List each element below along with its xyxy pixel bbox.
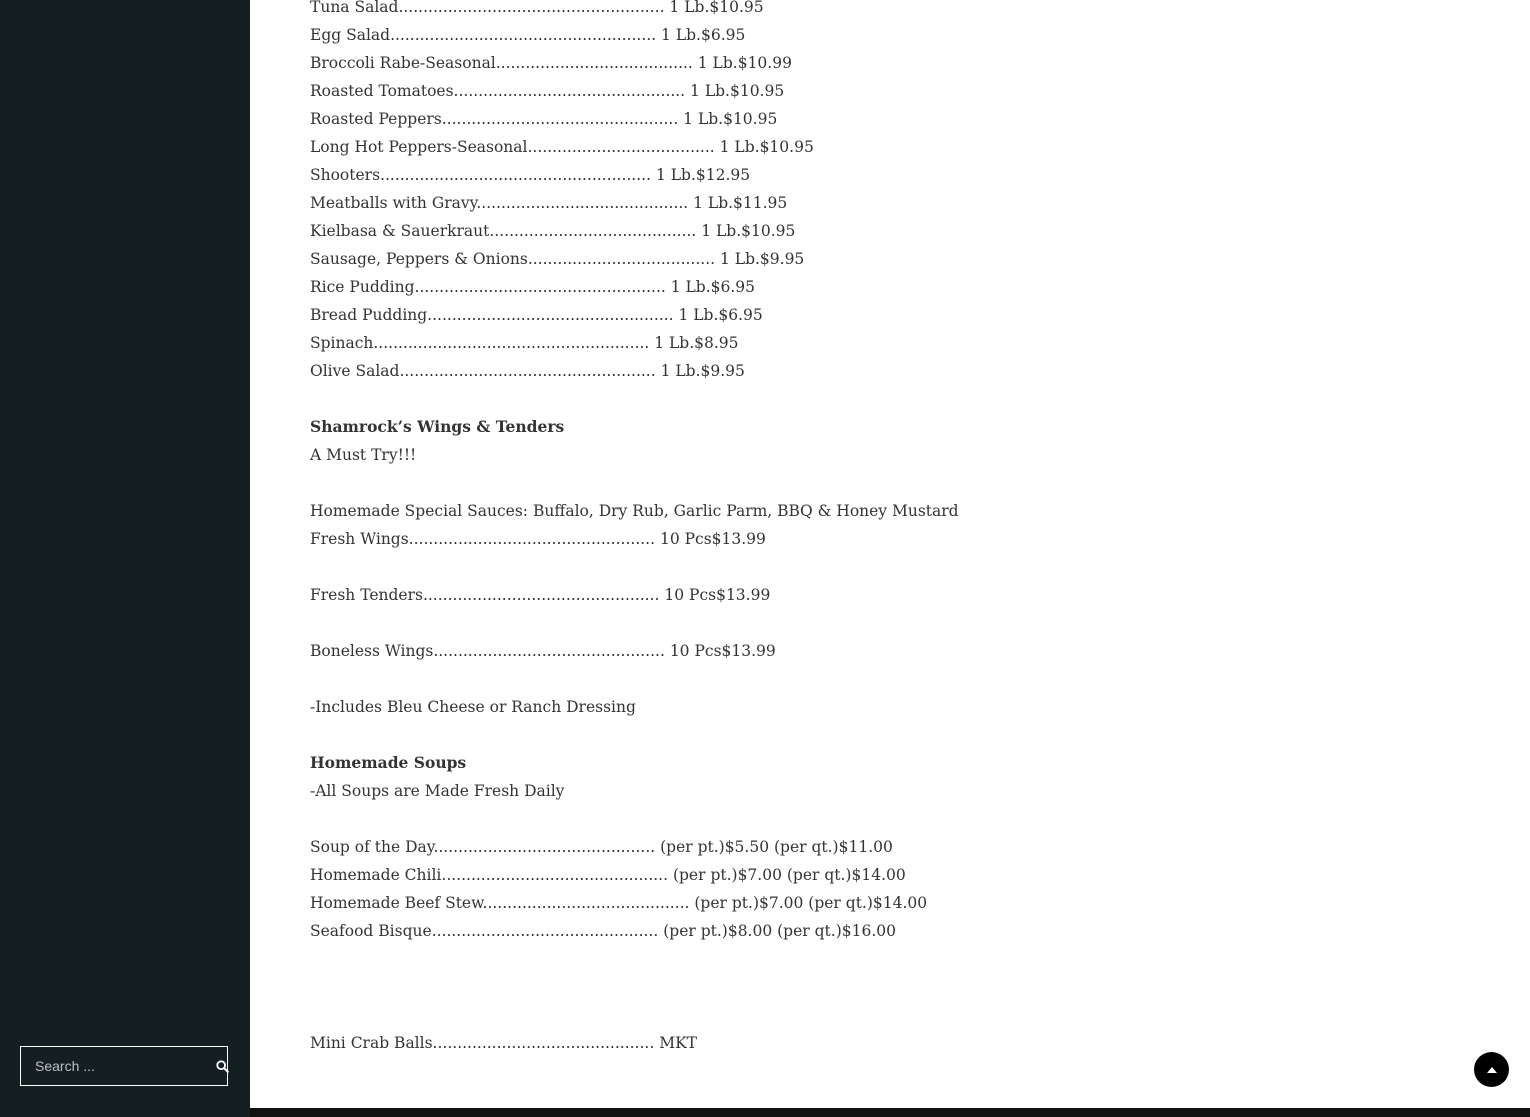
menu-item-fresh-tenders: Fresh Tenders................................................ 10 Pcs$13.99 — [310, 586, 771, 604]
menu-item: Roasted Peppers................................................ 1 Lb.$10.95 — [310, 110, 778, 128]
main-content — [250, 0, 1530, 1108]
menu-item: Spinach........................................................ 1 Lb.$8.95 — [310, 334, 739, 352]
menu-item: Tuna Salad...................................................... 1 Lb.$10.95 — [310, 0, 764, 16]
soup-item: Homemade Beef Stew.......................................... (per pt.)$7.00 (per qt.)$14.00 — [310, 894, 928, 912]
spacer — [310, 1001, 1410, 1029]
spacer — [310, 609, 1410, 637]
soups-heading: Homemade Soups — [310, 753, 467, 772]
soups-note: -All Soups are Made Fresh Daily — [310, 782, 565, 800]
spacer — [310, 945, 1410, 973]
dressing-note: -Includes Bleu Cheese or Ranch Dressing — [310, 698, 636, 716]
menu-item: Rice Pudding................................................... 1 Lb.$6.95 — [310, 278, 756, 296]
menu-item: Sausage, Peppers & Onions...................................... 1 Lb.$9.95 — [310, 250, 805, 268]
sauces-text: Homemade Special Sauces: Buffalo, Dry Rub, Garlic Parm, BBQ & Honey Mustard — [310, 502, 959, 520]
menu-item: Meatballs with Gravy........................................... 1 Lb.$11.95 — [310, 194, 788, 212]
search-input[interactable] — [21, 1047, 216, 1085]
soup-item: Soup of the Day............................................. (per pt.)$5.50 (per qt.)$11.00 — [310, 838, 893, 856]
spacer — [310, 721, 1410, 749]
scroll-to-top-button[interactable] — [1474, 1052, 1509, 1087]
menu-item: Bread Pudding.................................................. 1 Lb.$6.95 — [310, 306, 763, 324]
spacer — [310, 469, 1410, 497]
sidebar — [0, 0, 250, 1117]
search-button[interactable] — [216, 1047, 229, 1085]
menu-item: Long Hot Peppers-Seasonal...................................... 1 Lb.$10.95 — [310, 138, 814, 156]
spacer — [310, 805, 1410, 833]
footer-bar — [250, 1108, 1530, 1117]
spacer — [310, 973, 1410, 1001]
arrow-up-icon — [1486, 1065, 1498, 1075]
spacer — [310, 553, 1410, 581]
soup-item: Homemade Chili.............................................. (per pt.)$7.00 (per qt.)$14.00 — [310, 866, 906, 884]
menu-item: Broccoli Rabe-Seasonal........................................ 1 Lb.$10.99 — [310, 54, 792, 72]
menu-content — [310, 0, 1410, 1057]
menu-item: Roasted Tomatoes............................................... 1 Lb.$10.95 — [310, 82, 785, 100]
wings-heading: Shamrock’s Wings & Tenders — [310, 417, 565, 436]
menu-item-mini-crab-balls: Mini Crab Balls............................................. MKT — [310, 1034, 697, 1052]
menu-item: Egg Salad...................................................... 1 Lb.$6.95 — [310, 26, 746, 44]
menu-item-fresh-wings: Fresh Wings.................................................. 10 Pcs$13.99 — [310, 530, 766, 548]
menu-item: Kielbasa & Sauerkraut.......................................... 1 Lb.$10.95 — [310, 222, 796, 240]
spacer — [310, 385, 1410, 413]
menu-item: Shooters....................................................... 1 Lb.$12.95 — [310, 166, 751, 184]
spacer — [310, 665, 1410, 693]
search-icon — [216, 1060, 229, 1073]
menu-item-boneless-wings: Boneless Wings............................................... 10 Pcs$13.99 — [310, 642, 776, 660]
wings-tagline: A Must Try!!! — [310, 446, 417, 464]
soup-item: Seafood Bisque.............................................. (per pt.)$8.00 (per qt.)$16.00 — [310, 922, 896, 940]
search-form — [20, 1046, 228, 1086]
menu-item: Olive Salad.................................................... 1 Lb.$9.95 — [310, 362, 745, 380]
